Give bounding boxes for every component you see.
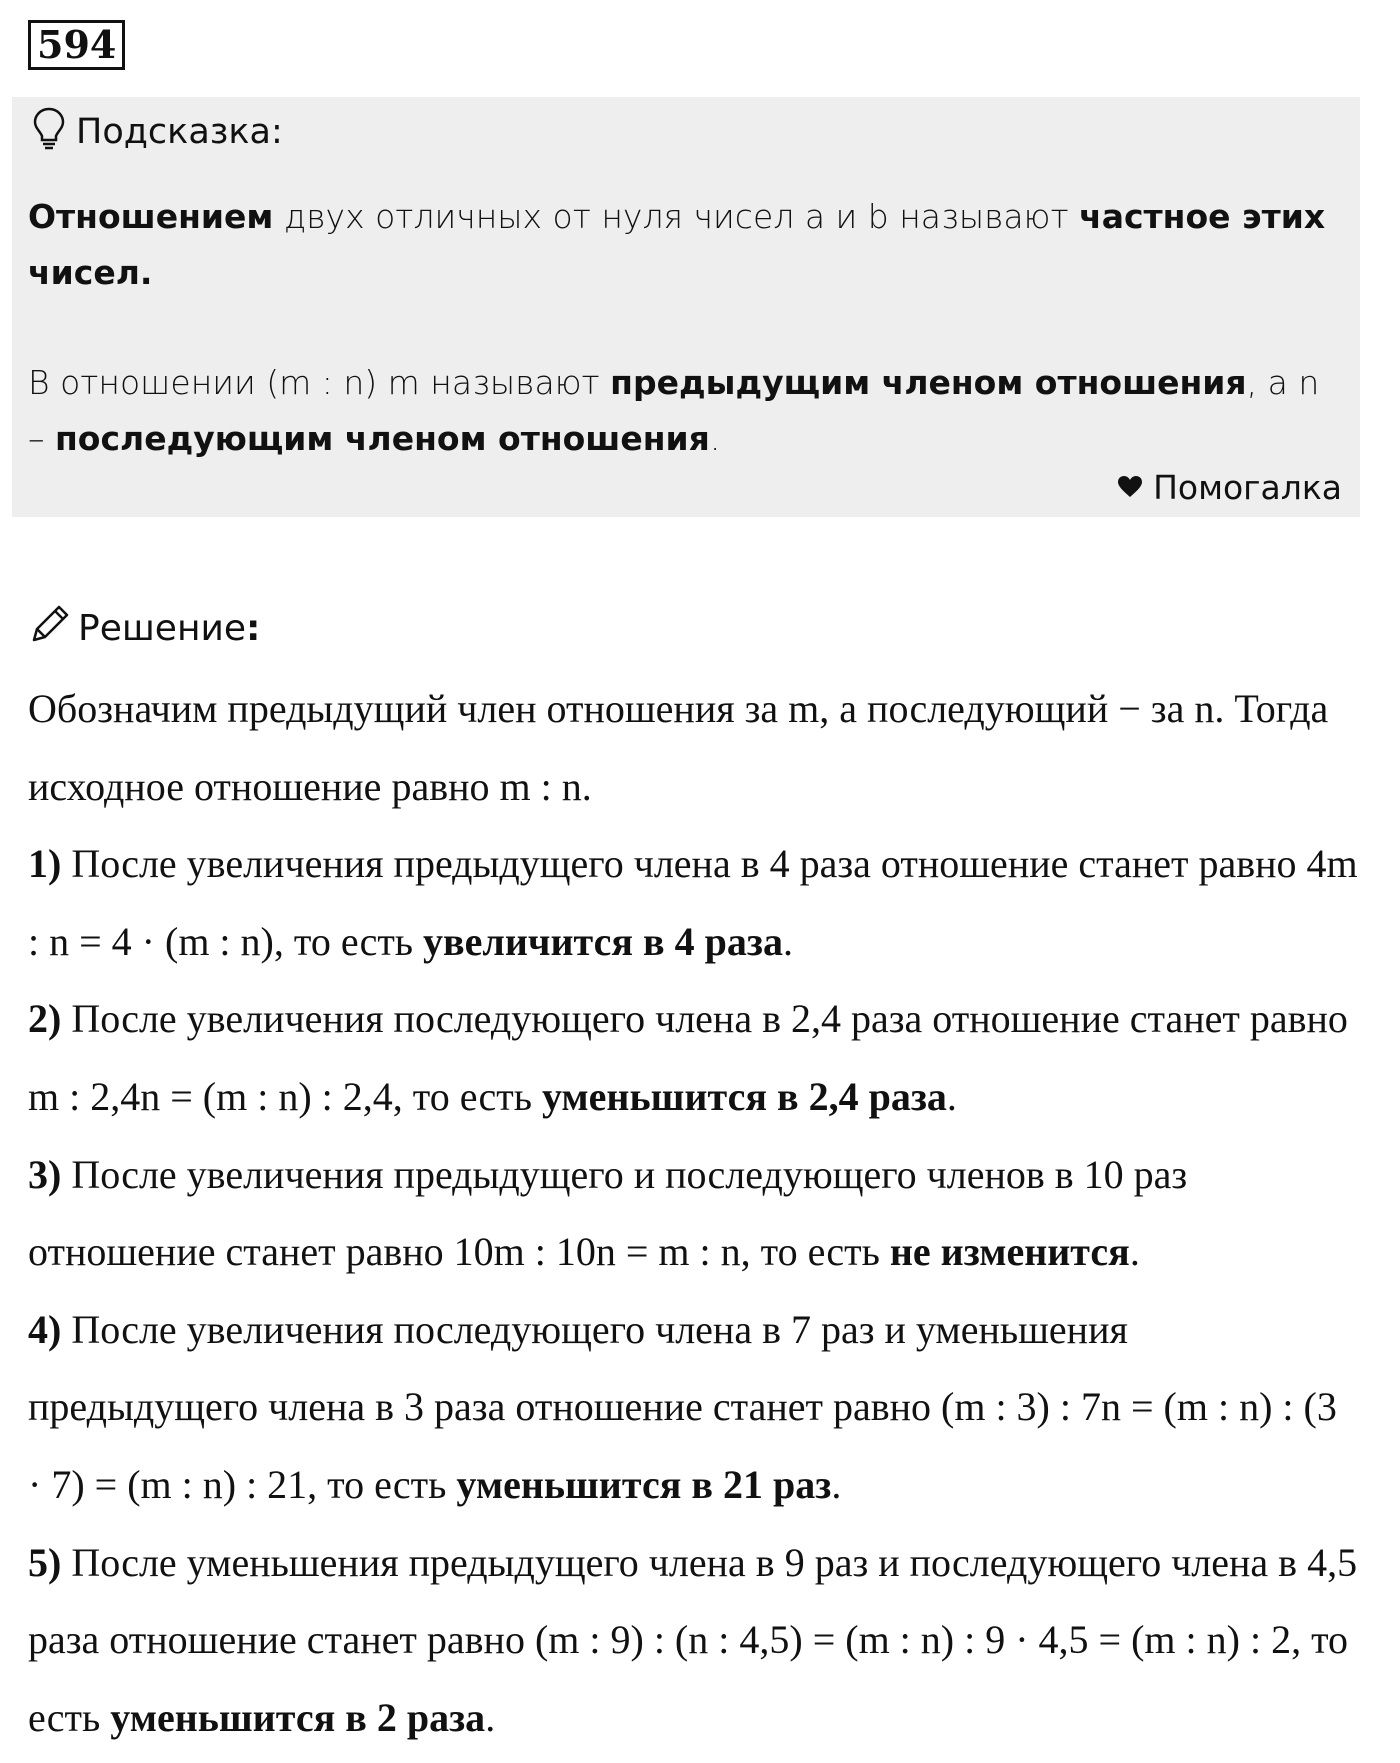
- item-end: .: [485, 1694, 496, 1740]
- item-result: уменьшится в 21 раз: [456, 1461, 832, 1507]
- hint-title: Подсказка:: [76, 112, 283, 152]
- item-number: 4): [28, 1306, 62, 1352]
- term-consequent: последующим членом отношения: [55, 419, 710, 458]
- solution-title: Решение: [78, 607, 247, 649]
- item-end: .: [1129, 1229, 1140, 1275]
- item-result: увеличится в 4 раза: [423, 918, 783, 964]
- source-credit: [1117, 461, 1342, 513]
- item-number: 1): [28, 841, 62, 887]
- solution-item-2: [28, 980, 1358, 1135]
- item-end: .: [782, 918, 793, 964]
- item-number: 5): [28, 1539, 62, 1585]
- item-text: После уменьшения предыдущего члена в 9 раз и последующего члена в 4,5 раза отношение станет равно (m : 9) : (n : 4,5) = (m : n) : 9 · 4,5 = (m : n) : 2, то есть: [28, 1539, 1358, 1740]
- item-number: 3): [28, 1151, 62, 1197]
- hint-header: [32, 107, 283, 157]
- solution-item-3: [28, 1136, 1358, 1291]
- hint-definition-ratio: [28, 189, 1336, 301]
- exercise-number: 594: [28, 20, 125, 70]
- item-text: После увеличения последующего члена в 2,4 раза отношение станет равно m : 2,4n = (m : n) : 2,4, то есть: [28, 996, 1348, 1119]
- solution-intro: Обозначим предыдущий член отношения за m, а последующий − за n. Тогда исходное отношение равно m : n.: [28, 686, 1329, 809]
- item-result: уменьшится в 2 раза: [110, 1694, 486, 1740]
- hint-text: , а n –: [28, 363, 1320, 458]
- solution-header: [28, 598, 260, 658]
- term-quotient: частное этих чисел.: [28, 197, 1326, 292]
- solution-text: [28, 670, 1358, 1756]
- item-result: не изменится: [889, 1229, 1130, 1275]
- lightbulb-icon: [32, 106, 66, 159]
- solution-title-colon: :: [246, 607, 261, 649]
- term-antecedent: предыдущим членом отношения: [610, 363, 1247, 402]
- heart-icon: [1117, 468, 1143, 507]
- hint-box: [12, 97, 1360, 517]
- item-number: 2): [28, 996, 62, 1042]
- term-ratio: Отношением: [28, 197, 274, 236]
- solution-item-1: [28, 825, 1358, 980]
- item-text: После увеличения предыдущего члена в 4 раза отношение станет равно 4m : n = 4 · (m : n), то есть: [28, 841, 1358, 964]
- solution-item-5: [28, 1524, 1358, 1757]
- hint-text: двух отличных от нуля чисел a и b называют: [273, 197, 1080, 236]
- solution-item-4: [28, 1291, 1358, 1524]
- hint-text: .: [709, 419, 721, 458]
- hint-text: В отношении (m : n) m называют: [28, 363, 611, 402]
- source-name: Помогалка: [1153, 467, 1342, 507]
- item-text: После увеличения предыдущего и последующего членов в 10 раз отношение станет равно 10m : 10n = m : n, то есть: [28, 1151, 1188, 1275]
- hint-definition-members: [28, 355, 1336, 467]
- item-end: .: [946, 1073, 957, 1119]
- item-result: уменьшится в 2,4 раза: [541, 1073, 947, 1119]
- item-end: .: [831, 1461, 842, 1507]
- item-text: После увеличения последующего члена в 7 раз и уменьшения предыдущего члена в 3 раза отношение станет равно (m : 3) : 7n = (m : n) : (3 · 7) = (m : n) : 21, то есть: [28, 1306, 1337, 1507]
- pencil-icon: [28, 602, 72, 655]
